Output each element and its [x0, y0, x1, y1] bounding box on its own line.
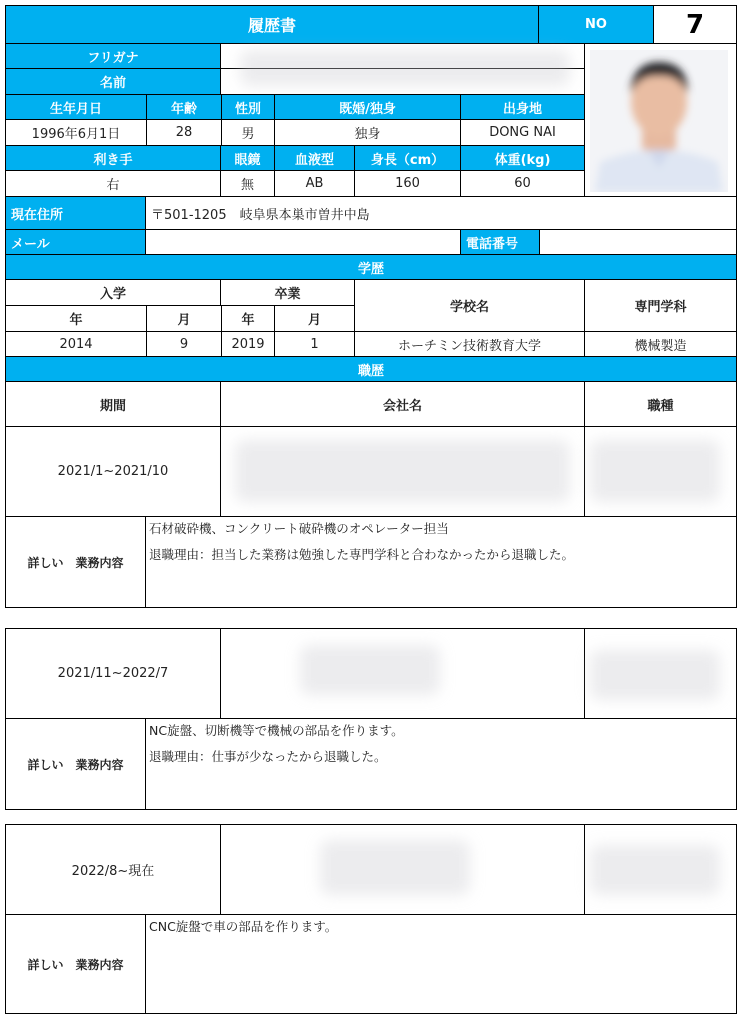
origin-value: DONG NAI — [460, 119, 585, 146]
weight-label: 体重(kg) — [460, 145, 585, 171]
redacted-company-3 — [320, 840, 470, 895]
hand-value: 右 — [5, 170, 221, 197]
career-period-2: 2021/11~2022/7 — [5, 628, 221, 719]
school-name-value: ホーチミン技術教育大学 — [354, 331, 585, 357]
career-section-header: 職歴 — [5, 356, 737, 382]
phone-label: 電話番号 — [460, 229, 540, 255]
career-details-line2-1: 退職理由：担当した業務は勉強した専門学科と合わなかったから退職した。 — [149, 547, 575, 562]
career-details-line1-2: NC旋盤、切断機等で機械の部品を作ります。 — [149, 723, 404, 738]
career-period-1: 2021/1~2021/10 — [5, 426, 221, 517]
company-label: 会社名 — [220, 381, 585, 427]
enroll-year-label: 年 — [5, 305, 147, 332]
glasses-label: 眼鏡 — [220, 145, 275, 171]
weight-value: 60 — [460, 170, 585, 197]
address-label: 現在住所 — [5, 196, 146, 230]
redacted-job-2 — [590, 650, 720, 700]
career-details-label-2: 詳しい 業務内容 — [5, 718, 146, 810]
age-value: 28 — [146, 119, 222, 146]
blood-value: AB — [274, 170, 355, 197]
redacted-job-3 — [590, 845, 720, 895]
photo — [590, 50, 728, 192]
career-details-line1-1: 石材破砕機、コンクリート破砕機のオペレーター担当 — [149, 521, 449, 536]
no-value: 7 — [653, 5, 737, 44]
marital-value: 独身 — [274, 119, 461, 146]
address-value: 〒501-1205 岐阜県本巣市曽井中島 — [145, 196, 737, 230]
major-label: 専門学科 — [584, 279, 737, 332]
enroll-label: 入学 — [5, 279, 221, 306]
height-label: 身長（cm） — [354, 145, 461, 171]
enroll-month-label: 月 — [146, 305, 222, 332]
email-label: メール — [5, 229, 146, 255]
no-label: NO — [538, 5, 654, 44]
origin-label: 出身地 — [460, 94, 585, 120]
career-details-line2-2: 退職理由：仕事が少なったから退職した。 — [149, 749, 387, 764]
grad-year-label: 年 — [221, 305, 275, 332]
enroll-year-value: 2014 — [5, 331, 147, 357]
name-label: 名前 — [5, 68, 221, 95]
furigana-label: フリガナ — [5, 43, 221, 69]
school-name-label: 学校名 — [354, 279, 585, 332]
glasses-value: 無 — [220, 170, 275, 197]
age-label: 年齢 — [146, 94, 222, 120]
redacted-name — [240, 50, 570, 86]
gender-label: 性別 — [221, 94, 275, 120]
career-details-label-3: 詳しい 業務内容 — [5, 914, 146, 1014]
hand-label: 利き手 — [5, 145, 221, 171]
birth-value: 1996年6月1日 — [5, 119, 147, 146]
height-value: 160 — [354, 170, 461, 197]
gender-value: 男 — [221, 119, 275, 146]
email-value — [145, 229, 461, 255]
career-details-label-1: 詳しい 業務内容 — [5, 516, 146, 608]
redacted-company-2 — [300, 645, 440, 695]
period-label: 期間 — [5, 381, 221, 427]
career-period-3: 2022/8~現在 — [5, 824, 221, 915]
person-photo-icon — [590, 50, 728, 192]
career-details-line1-3: CNC旋盤で車の部品を作ります。 — [149, 919, 338, 934]
enroll-month-value: 9 — [146, 331, 222, 357]
grad-month-label: 月 — [274, 305, 355, 332]
marital-label: 既婚/独身 — [274, 94, 461, 120]
redacted-job-1 — [590, 440, 720, 502]
grad-month-value: 1 — [274, 331, 355, 357]
blood-label: 血液型 — [274, 145, 355, 171]
redacted-company-1 — [235, 440, 570, 502]
grad-year-value: 2019 — [221, 331, 275, 357]
birth-label: 生年月日 — [5, 94, 147, 120]
job-label: 職種 — [584, 381, 737, 427]
phone-value — [539, 229, 737, 255]
education-section-header: 学歴 — [5, 254, 737, 280]
major-value: 機械製造 — [584, 331, 737, 357]
graduate-label: 卒業 — [220, 279, 355, 306]
resume-title: 履歴書 — [5, 5, 539, 44]
